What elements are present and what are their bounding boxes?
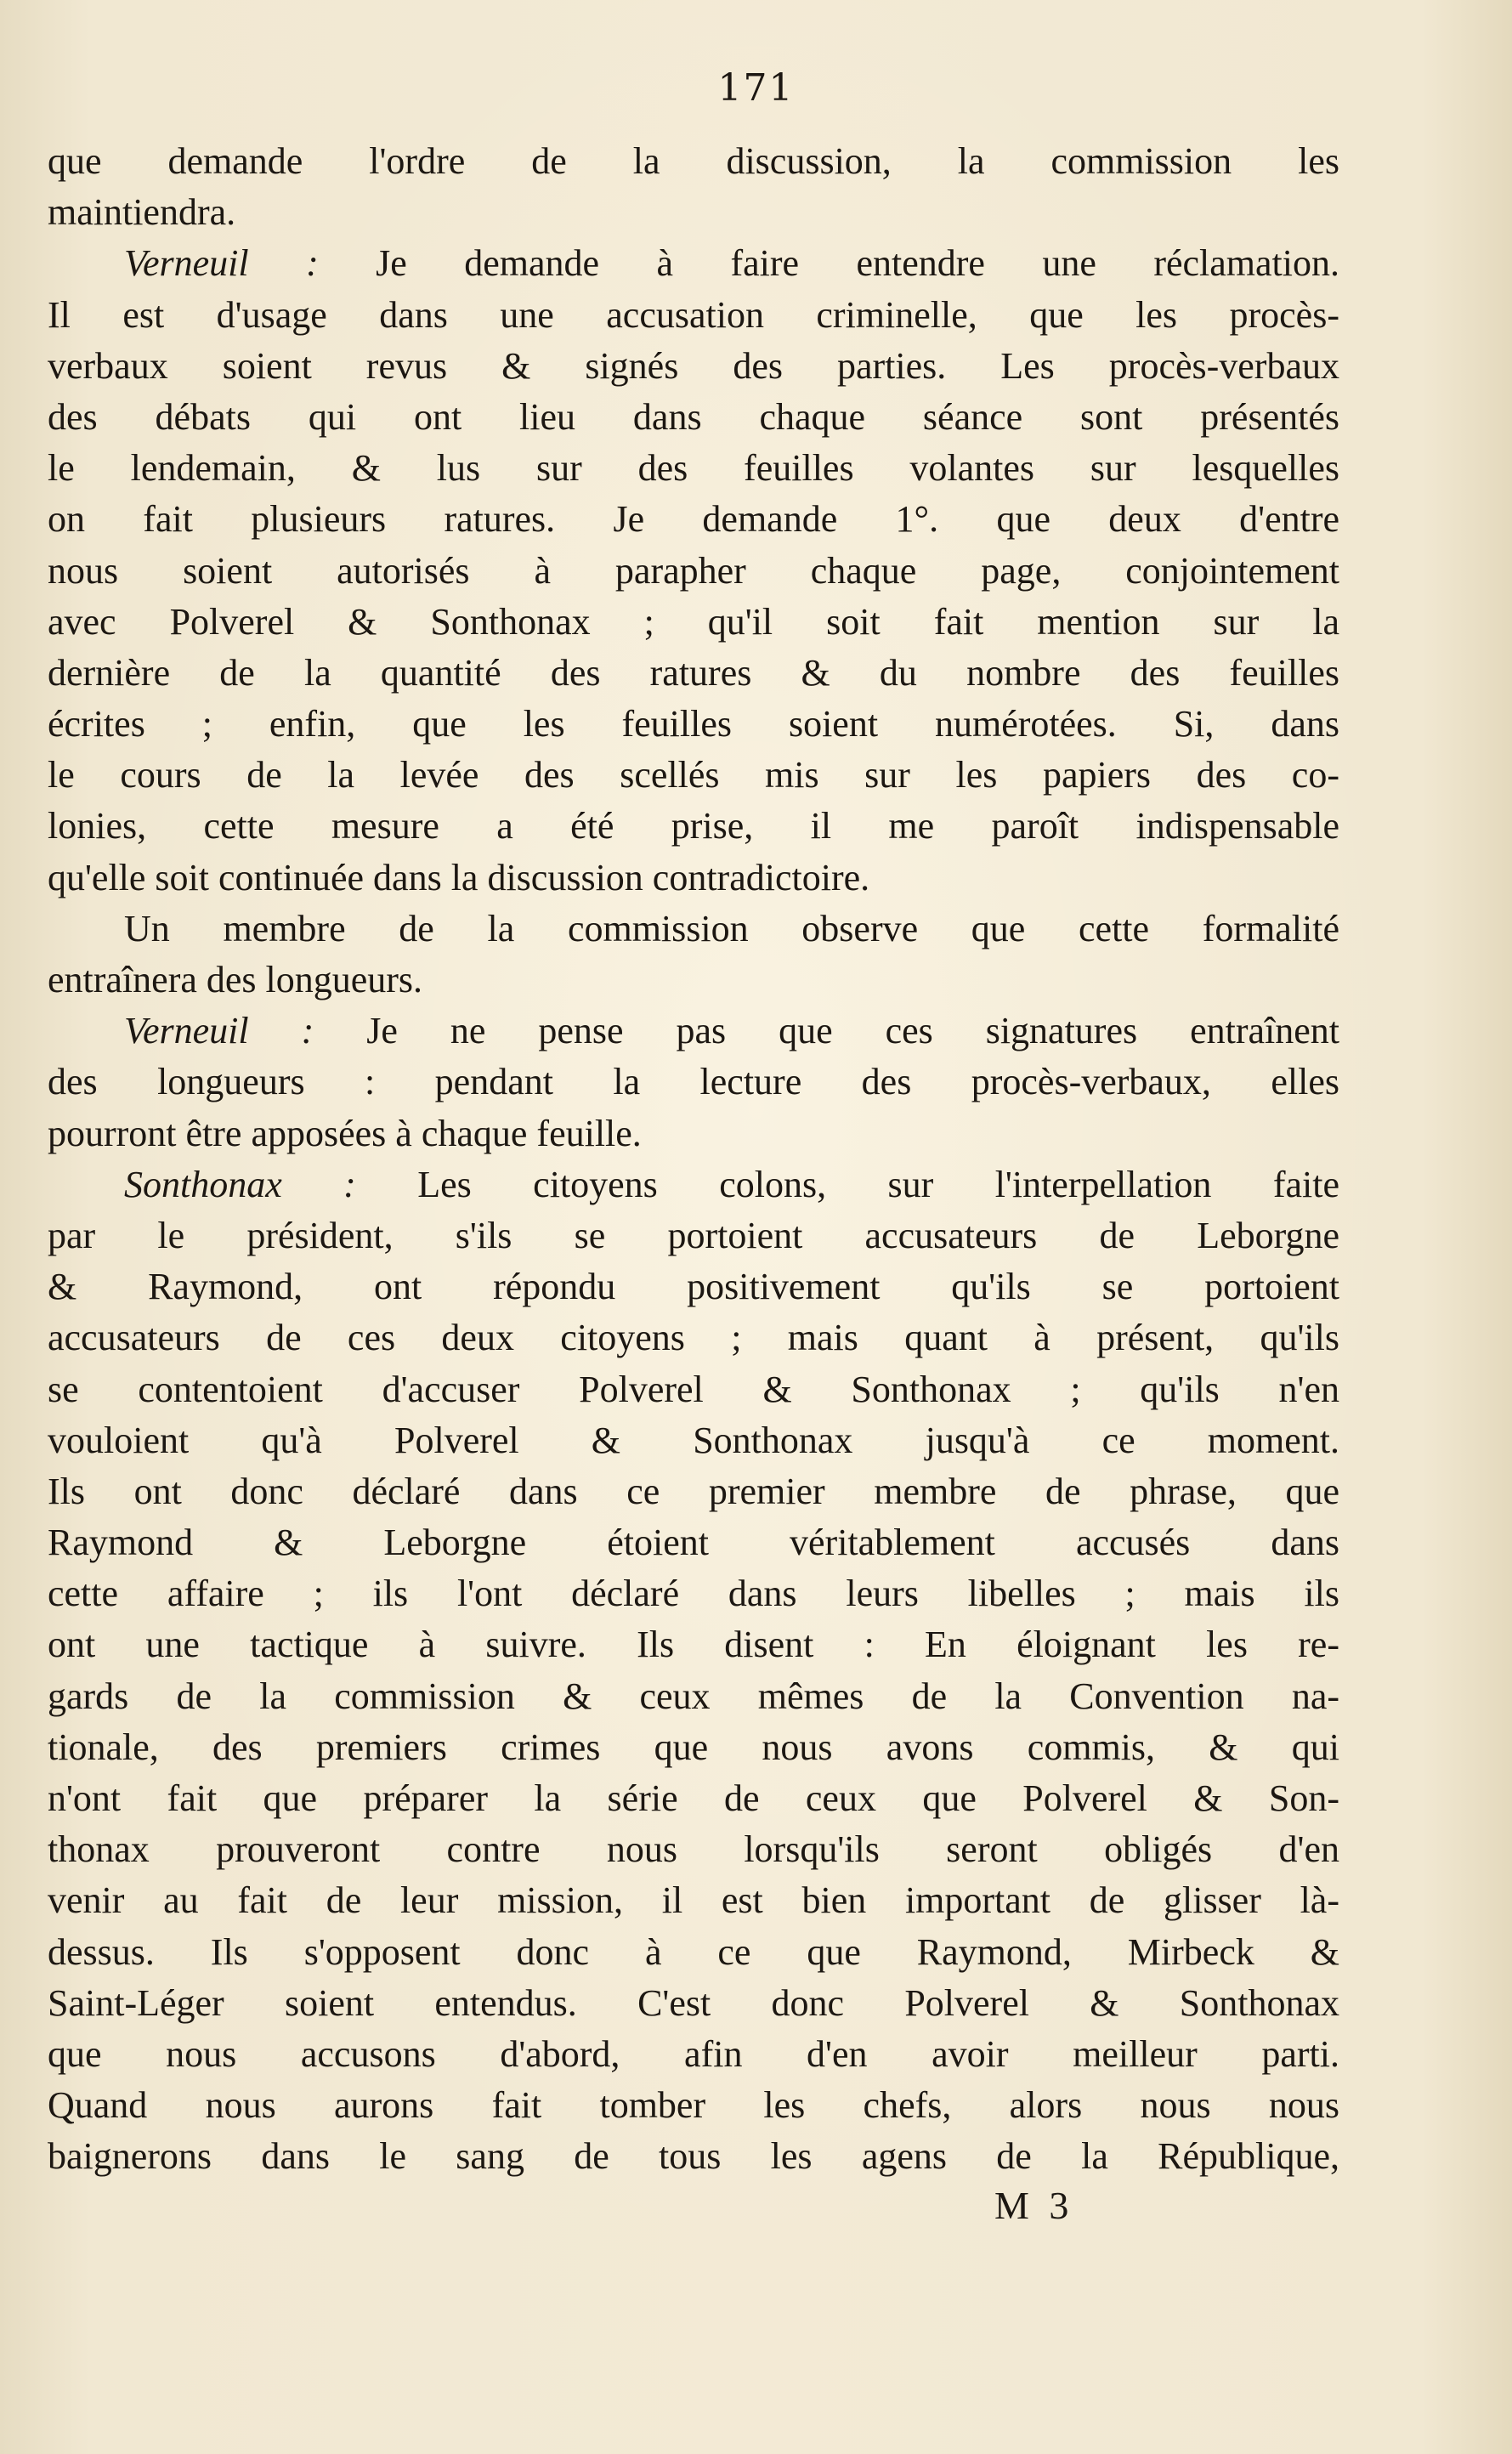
line-text: pourront être apposées à chaque feuille. (48, 1112, 642, 1154)
line-text: Quand nous aurons fait tomber les chefs, alors nous nous (48, 2084, 1339, 2127)
text-line (48, 2131, 1339, 2182)
text-line (48, 546, 1339, 597)
line-text: dessus. Ils s'opposent donc à ce que Raymond, Mirbeck & (48, 1930, 1339, 1973)
text-line (48, 341, 1339, 392)
line-text: des débats qui ont lieu dans chaque séance sont présentés (48, 395, 1339, 438)
line-text: ont une tactique à suivre. Ils disent : En éloignant les re- (48, 1624, 1339, 1666)
text-line (48, 1722, 1339, 1773)
text-line (48, 1671, 1339, 1722)
text-line (48, 597, 1339, 648)
line-text: n'ont fait que préparer la série de ceux que Polverel & Son- (48, 1777, 1339, 1819)
signature-mark: M 3 (994, 2184, 1074, 2227)
line-text: nous soient autorisés à parapher chaque page, conjointement (48, 549, 1339, 592)
text-line (48, 187, 1339, 238)
text-line (48, 750, 1339, 801)
page-number: 171 (717, 66, 795, 110)
line-text: Les citoyens colons, sur l'interpellation faite (355, 1163, 1340, 1205)
line-text: gards de la commission & ceux mêmes de la Convention na- (48, 1675, 1339, 1717)
text-line (48, 1415, 1339, 1466)
text-line (48, 136, 1339, 187)
line-text: Saint-Léger soient entendus. C'est donc Polverel & Sonthonax (48, 1981, 1339, 2024)
line-text: Je demande à faire entendre une réclamation. (318, 242, 1339, 285)
line-text: maintiendra. (48, 191, 236, 234)
text-line (48, 1006, 1339, 1057)
line-text: Ils ont donc déclaré dans ce premier membre de phrase, que (48, 1470, 1339, 1512)
line-text: se contentoient d'accuser Polverel & Sonthonax ; qu'ils n'en (48, 1368, 1339, 1410)
text-line (48, 1619, 1339, 1670)
text-line (48, 238, 1339, 289)
line-text: thonax prouveront contre nous lorsqu'ils seront obligés d'en (48, 1828, 1339, 1871)
line-text: lonies, cette mesure a été prise, il me paroît indispensable (48, 805, 1339, 847)
text-line (48, 1466, 1339, 1517)
line-text: Il est d'usage dans une accusation criminelle, que les procès- (48, 293, 1339, 336)
text-line (48, 494, 1339, 545)
text-line (48, 904, 1339, 955)
line-text: par le président, s'ils se portoient accusateurs de Leborgne (48, 1214, 1339, 1256)
line-text: Un membre de la commission observe que cette formalité (124, 907, 1339, 949)
line-text: accusateurs de ces deux citoyens ; mais quant à présent, qu'ils (48, 1317, 1339, 1359)
text-line (48, 1824, 1339, 1875)
line-text: avec Polverel & Sonthonax ; qu'il soit fait mention sur la (48, 600, 1339, 643)
text-line (48, 648, 1339, 699)
line-text: on fait plusieurs ratures. Je demande 1°. que deux d'entre (48, 498, 1339, 541)
text-line (48, 443, 1339, 494)
line-text: & Raymond, ont répondu positivement qu'ils se portoient (48, 1266, 1339, 1308)
text-line (48, 1312, 1339, 1363)
text-line (48, 1773, 1339, 1824)
line-text: dernière de la quantité des ratures & du nombre des feuilles (48, 651, 1339, 694)
line-text: baignerons dans le sang de tous les agens de la République, (48, 2135, 1339, 2178)
text-line (48, 1057, 1339, 1108)
text-line (48, 1210, 1339, 1261)
text-line (48, 1875, 1339, 1926)
line-text: venir au fait de leur mission, il est bien important de glisser là- (48, 1879, 1339, 1922)
speaker-name: Verneuil : (124, 1010, 314, 1052)
speaker-name: Sonthonax : (124, 1163, 356, 1205)
text-line (48, 699, 1339, 750)
text-line (48, 2080, 1339, 2131)
text-line (48, 392, 1339, 443)
line-text: Raymond & Leborgne étoient véritablement accusés dans (48, 1522, 1339, 1564)
line-text: entraînera des longueurs. (48, 959, 423, 1000)
line-text: le cours de la levée des scellés mis sur les papiers des co- (48, 754, 1339, 796)
text-line (48, 290, 1339, 341)
text-line (48, 1108, 1339, 1159)
line-text: Je ne pense pas que ces signatures entraînent (314, 1010, 1339, 1052)
line-text: vouloient qu'à Polverel & Sonthonax jusqu'à ce moment. (48, 1419, 1339, 1461)
text-line (48, 955, 1339, 1006)
text-line (48, 1978, 1339, 2029)
text-line (48, 1568, 1339, 1619)
line-text: le lendemain, & lus sur des feuilles volantes sur lesquelles (48, 447, 1339, 490)
line-text: que demande l'ordre de la discussion, la commission les (48, 140, 1339, 182)
text-line (48, 801, 1339, 852)
line-text: cette affaire ; ils l'ont déclaré dans leurs libelles ; mais ils (48, 1573, 1339, 1615)
line-text: qu'elle soit continuée dans la discussion contradictoire. (48, 856, 870, 898)
speaker-name: Verneuil : (124, 242, 319, 285)
line-text: écrites ; enfin, que les feuilles soient numérotées. Si, dans (48, 703, 1339, 745)
line-text: des longueurs : pendant la lecture des procès-verbaux, elles (48, 1061, 1339, 1103)
text-line (48, 1159, 1339, 1210)
text-line (48, 1927, 1339, 1978)
text-line (48, 2029, 1339, 2080)
text-line (48, 1364, 1339, 1415)
line-text: tionale, des premiers crimes que nous avons commis, & qui (48, 1726, 1339, 1768)
text-line (48, 1261, 1339, 1312)
text-line (48, 1517, 1339, 1568)
line-text: que nous accusons d'abord, afin d'en avoir meilleur parti. (48, 2032, 1339, 2075)
body-text (48, 136, 1339, 2183)
text-line (48, 853, 1339, 904)
line-text: verbaux soient revus & signés des parties. Les procès-verbaux (48, 344, 1339, 387)
